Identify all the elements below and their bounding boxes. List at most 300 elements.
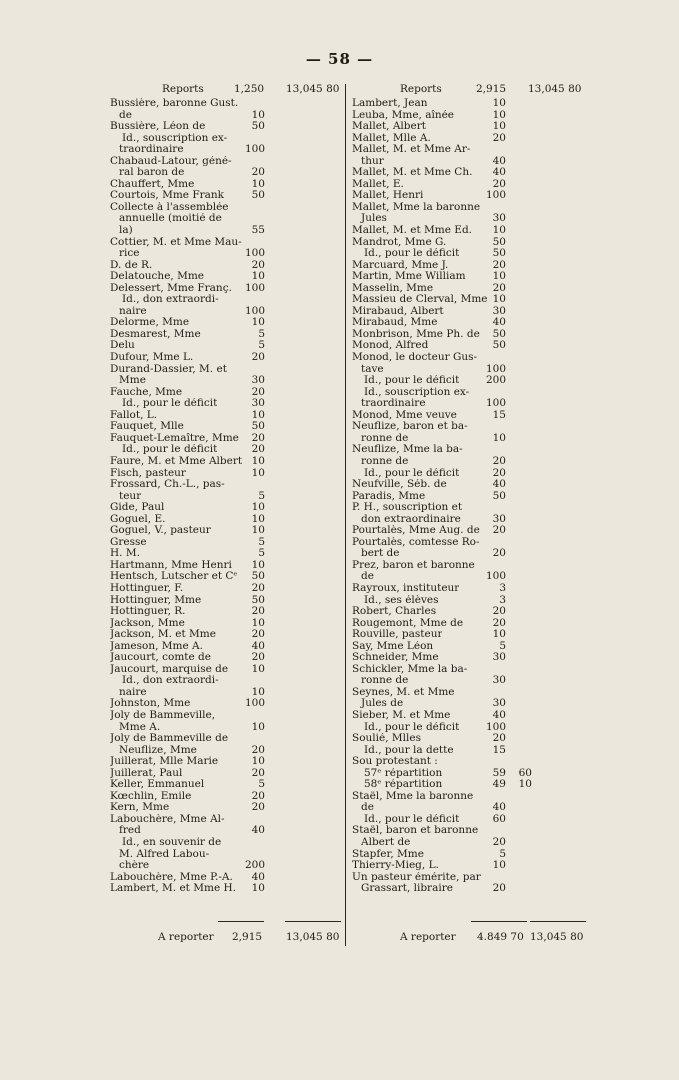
donation-amount: 5	[258, 327, 265, 340]
donation-amount	[225, 294, 342, 306]
list-item	[352, 583, 588, 595]
list-item	[110, 375, 342, 387]
list-item	[110, 687, 342, 699]
donation-amount: 10	[492, 270, 506, 283]
donation-amount: 5	[258, 489, 265, 502]
donor-name: Mirabaud, Albert	[352, 305, 444, 317]
donation-amount: 5	[258, 339, 265, 352]
list-item	[352, 468, 588, 480]
donor-name: traordinaire	[119, 144, 184, 156]
donation-amount: 30	[492, 512, 506, 525]
donation-amount: 40	[251, 870, 265, 883]
list-item	[352, 433, 588, 445]
donation-amount	[225, 479, 342, 491]
donor-name: ral baron de	[119, 167, 185, 179]
donation-amount	[466, 502, 588, 514]
list-item	[110, 606, 342, 618]
donor-name: Dufour, Mme L.	[110, 352, 194, 364]
donor-name: Fauquet-Lemaître, Mme	[110, 432, 239, 444]
donor-name: Mandrot, Mme G.	[352, 236, 447, 248]
donor-name: Sou protestant :	[352, 756, 438, 768]
donor-name: bert de	[361, 548, 400, 560]
donor-name: Juillerat, Paul	[110, 767, 183, 779]
list-item	[110, 179, 342, 191]
donor-name: Say, Mme Léon	[352, 640, 434, 652]
list-item	[110, 849, 342, 861]
donor-name: Neuflize, Mme la ba-	[352, 444, 463, 456]
list-item	[352, 225, 588, 237]
donation-amount: 5	[258, 547, 265, 560]
donation-amount: 10	[251, 408, 265, 421]
list-item	[110, 317, 342, 329]
donor-name: Id., en souvenir de	[122, 837, 222, 848]
donor-name: de	[361, 571, 374, 583]
donor-name: ronne de	[361, 675, 409, 687]
donation-amount: 40	[492, 166, 506, 179]
list-item	[110, 698, 342, 710]
list-item	[110, 271, 342, 283]
donation-amount: 10	[251, 662, 265, 675]
list-item	[352, 525, 588, 537]
donor-name: Durand-Dassier, M. et	[110, 363, 227, 375]
left-footer-total: 13,045 80	[286, 931, 340, 943]
list-item	[110, 190, 342, 202]
right-sum-rule	[471, 921, 527, 922]
list-item	[110, 248, 342, 260]
donation-amount: 50	[251, 120, 265, 133]
donation-amount: 60	[492, 812, 506, 825]
donation-amount: 100	[244, 143, 265, 156]
donor-name: Staël, Mme la baronne	[352, 790, 474, 802]
list-item	[110, 213, 342, 225]
donation-amount: 20	[251, 789, 265, 802]
donation-amount: 59	[492, 766, 506, 779]
donor-name: thur	[361, 155, 384, 167]
list-item	[110, 560, 342, 572]
donor-name: Neufville, Séb. de	[352, 479, 447, 491]
donor-name: tave	[361, 363, 384, 375]
donation-amount: 40	[492, 708, 506, 721]
donor-name: Prez, baron et baronne	[352, 559, 475, 571]
donation-amount: 20	[251, 605, 265, 618]
donor-name: Mallet, Mlle A.	[352, 132, 431, 144]
donation-amount: 15	[492, 408, 506, 421]
list-item	[352, 202, 588, 214]
donation-amount	[225, 710, 342, 722]
donation-amount: 20	[492, 131, 506, 144]
list-item	[352, 768, 588, 780]
donor-name: Collecte à l'assemblée	[110, 201, 229, 213]
donation-amount: 20	[492, 281, 506, 294]
donation-amount: 20	[492, 547, 506, 560]
donation-amount: 200	[485, 374, 506, 387]
list-item	[352, 133, 588, 145]
donor-name: Stapfer, Mme	[352, 848, 424, 860]
donation-amount: 50	[492, 339, 506, 352]
list-item	[110, 329, 342, 341]
donor-name: Gide, Paul	[110, 502, 165, 514]
donation-amount	[238, 98, 342, 110]
donor-name: Grassart, libraire	[361, 883, 453, 895]
donor-name: Mallet, M. et Mme Ar-	[352, 144, 471, 156]
list-item	[110, 260, 342, 272]
donation-amount: 50	[492, 489, 506, 502]
donor-name: Goguel, V., pasteur	[110, 525, 211, 537]
donation-amount: 10	[492, 859, 506, 872]
donor-name: Mme	[119, 375, 146, 387]
donor-name: fred	[119, 825, 141, 837]
list-item	[352, 872, 588, 884]
list-item	[352, 491, 588, 503]
donor-name: Faure, M. et Mme Albert	[110, 455, 243, 467]
list-item	[352, 317, 588, 329]
list-item	[110, 352, 342, 364]
list-item	[352, 352, 588, 364]
donor-name: ronne de	[361, 455, 409, 467]
donor-name: Mallet, M. et Mme Ed.	[352, 225, 473, 237]
list-item	[352, 675, 588, 687]
list-item	[110, 779, 342, 791]
donation-amount: 40	[251, 824, 265, 837]
donor-name: Joly de Bammeville de	[110, 733, 229, 745]
list-item	[110, 306, 342, 318]
donor-name: Id., pour le déficit	[122, 398, 218, 410]
donation-amount: 3	[499, 581, 506, 594]
list-item	[110, 121, 342, 133]
donation-amount: 20	[492, 616, 506, 629]
donation-amount: 10	[251, 316, 265, 329]
donor-name: Kern, Mme	[110, 802, 170, 814]
donation-amount: 10	[251, 501, 265, 514]
donor-name: Labouchère, Mme P.-A.	[110, 871, 233, 883]
donation-amount	[228, 733, 342, 745]
list-item	[110, 756, 342, 768]
donation-amount	[225, 675, 342, 687]
donation-amount	[466, 444, 588, 456]
donor-name: Keller, Emmanuel	[110, 779, 205, 791]
list-item	[110, 225, 342, 237]
donation-amount: 20	[251, 743, 265, 756]
donation-amount: 10	[492, 97, 506, 109]
list-item	[110, 398, 342, 410]
list-item	[110, 537, 342, 549]
donor-name: Id., don extraordi-	[122, 294, 219, 306]
list-item	[110, 502, 342, 514]
donor-name: Monbrison, Mme Ph. de	[352, 328, 480, 340]
donor-name: Kœchlin, Emile	[110, 790, 192, 802]
donor-name: Bussière, baronne Gust.	[110, 98, 239, 109]
list-item	[110, 675, 342, 687]
donation-amount: 20	[251, 651, 265, 664]
list-item	[110, 364, 342, 376]
donation-amount: 100	[244, 281, 265, 294]
donation-amount: 20	[251, 628, 265, 641]
donor-name: Id., pour le déficit	[122, 444, 218, 456]
list-item	[110, 525, 342, 537]
left-sum-rule	[218, 921, 264, 922]
donation-amount: 10	[251, 177, 265, 190]
donation-amount: 10	[251, 270, 265, 283]
donation-amount: 30	[492, 697, 506, 710]
donation-amount: 20	[492, 605, 506, 618]
donor-name: Chauffert, Mme	[110, 178, 195, 190]
donor-name: Jules de	[361, 698, 404, 710]
list-item	[352, 364, 588, 376]
list-item	[352, 271, 588, 283]
donor-name: Masselin, Mme	[352, 282, 434, 294]
donation-amount: 40	[251, 639, 265, 652]
donor-name: Frossard, Ch.-L., pas-	[110, 479, 225, 491]
donor-name: Hentsch, Lutscher et Cᵉ	[110, 571, 238, 583]
donation-amount: 20	[492, 882, 506, 895]
donation-amount: 40	[492, 478, 506, 491]
donor-name: Neuflize, Mme	[119, 744, 197, 756]
list-item	[352, 248, 588, 260]
list-item	[110, 444, 342, 456]
list-item	[110, 468, 342, 480]
list-item	[110, 514, 342, 526]
donor-name: Monod, Alfred	[352, 340, 429, 352]
list-item	[352, 514, 588, 526]
list-item	[352, 98, 588, 110]
donation-amount: 10	[492, 628, 506, 641]
list-item	[110, 883, 342, 895]
list-item	[352, 687, 588, 699]
donor-name: Id., souscription ex-	[364, 386, 470, 398]
donor-name: Jaucourt, comte de	[110, 652, 211, 664]
donor-name: Pourtalès, comtesse Ro-	[352, 536, 480, 548]
list-item	[110, 144, 342, 156]
donor-name: chère	[119, 860, 150, 872]
donor-name: Fauche, Mme	[110, 386, 183, 398]
list-item	[110, 583, 342, 595]
list-item	[352, 756, 588, 768]
right-total-rule	[530, 921, 586, 922]
list-item	[110, 491, 342, 503]
list-item	[352, 421, 588, 433]
list-item	[352, 237, 588, 249]
list-item	[352, 618, 588, 630]
donor-name: Jameson, Mme A.	[110, 640, 203, 652]
donor-name: Soulié, Mlles	[352, 733, 421, 745]
list-item	[352, 814, 588, 826]
donor-name: Schickler, Mme la ba-	[352, 663, 468, 675]
list-item	[110, 814, 342, 826]
donation-amount: 20	[492, 258, 506, 271]
donor-name: D. de R.	[110, 259, 153, 271]
left-header-total: 13,045 80	[286, 83, 340, 95]
donor-name: Lambert, Jean	[352, 98, 428, 109]
donation-amount: 20	[492, 836, 506, 848]
donor-name: traordinaire	[361, 398, 426, 410]
donor-name: Cottier, M. et Mme Mau-	[110, 236, 242, 248]
donor-name: Neuflize, baron et ba-	[352, 421, 468, 433]
donor-name: Id., souscription ex-	[122, 132, 228, 144]
list-item	[352, 398, 588, 410]
donation-amount	[466, 687, 588, 699]
donor-name: Id., pour le déficit	[364, 721, 460, 733]
donor-name: Hartmann, Mme Henri	[110, 559, 232, 571]
left-header-sum: 1,250	[234, 83, 265, 95]
donation-amount: 55	[251, 224, 265, 237]
donation-amount: 10	[492, 120, 506, 133]
donor-name: Thierry-Mieg, L.	[352, 860, 439, 872]
donation-amount: 20	[251, 166, 265, 179]
donation-amount: 30	[251, 374, 265, 387]
donor-name: Marcuard, Mme J.	[352, 259, 449, 271]
donor-name: de	[119, 109, 132, 121]
donation-amount: 40	[492, 801, 506, 814]
right-header-total: 13,045 80	[528, 83, 582, 95]
list-item	[110, 433, 342, 445]
donor-name: Delessert, Mme Franç.	[110, 282, 232, 294]
donation-amount: 30	[492, 651, 506, 664]
donor-name: Goguel, E.	[110, 513, 166, 525]
list-item	[110, 722, 342, 734]
donor-name: Desmarest, Mme	[110, 328, 201, 340]
list-item	[110, 595, 342, 607]
list-item	[352, 213, 588, 225]
donation-amount: 50	[492, 247, 506, 260]
list-item	[110, 629, 342, 641]
donation-amount: 10	[492, 224, 506, 237]
list-item	[352, 167, 588, 179]
donation-cents: 10	[518, 778, 532, 791]
donor-name: Chabaud-Latour, géné-	[110, 155, 232, 167]
list-item	[110, 387, 342, 399]
list-item	[352, 860, 588, 872]
list-item	[110, 479, 342, 491]
list-item	[110, 410, 342, 422]
donation-amount: 20	[492, 524, 506, 537]
left-footer-label: A reporter	[158, 931, 214, 943]
list-item	[110, 202, 342, 214]
list-item	[352, 629, 588, 641]
donor-name: Jackson, M. et Mme	[110, 629, 216, 641]
donor-name: de	[361, 802, 374, 814]
donor-name: Leuba, Mme, aînée	[352, 109, 455, 121]
donation-amount: 10	[251, 524, 265, 537]
donation-amount: 100	[485, 570, 506, 583]
donor-name: don extraordinaire	[361, 513, 461, 525]
right-header-label: Reports	[400, 83, 442, 95]
list-item	[352, 190, 588, 202]
donation-amount	[225, 814, 342, 826]
list-item	[352, 144, 588, 156]
donation-amount: 100	[244, 247, 265, 260]
donor-name: Fallot, L.	[110, 409, 158, 421]
donation-amount: 50	[251, 593, 265, 606]
donation-amount: 10	[251, 466, 265, 479]
donation-amount: 100	[244, 304, 265, 317]
donor-name: Joly de Bammeville,	[110, 709, 216, 721]
donation-amount: 30	[251, 397, 265, 410]
donation-amount: 20	[492, 454, 506, 467]
donor-name: Seynes, M. et Mme	[352, 686, 455, 698]
donation-amount: 100	[244, 697, 265, 710]
donor-name: Jackson, Mme	[110, 617, 185, 629]
list-item	[352, 110, 588, 122]
donor-name: Id., pour le déficit	[364, 467, 460, 479]
list-item	[110, 652, 342, 664]
donation-amount: 100	[485, 189, 506, 202]
donor-name: Id., pour le déficit	[364, 248, 460, 260]
list-item	[110, 768, 342, 780]
list-item	[110, 641, 342, 653]
list-item	[352, 722, 588, 734]
list-item	[352, 652, 588, 664]
donor-name: M. Alfred Labou-	[119, 848, 210, 860]
list-item	[352, 571, 588, 583]
donation-amount	[477, 352, 588, 364]
donation-amount: 20	[251, 258, 265, 271]
donor-name: Paradis, Mme	[352, 490, 426, 502]
list-item	[352, 502, 588, 514]
donation-amount: 40	[492, 316, 506, 329]
donor-name: Robert, Charles	[352, 606, 437, 618]
donation-amount	[467, 664, 588, 676]
list-item	[110, 156, 342, 168]
donor-name: Mallet, Albert	[352, 121, 426, 133]
left-footer-sum: 2,915	[232, 931, 263, 943]
list-item	[352, 825, 588, 837]
column-divider	[345, 84, 346, 946]
donor-name: Mallet, M. et Mme Ch.	[352, 167, 473, 179]
right-footer-total: 13,045 80	[530, 931, 584, 943]
list-item	[352, 410, 588, 422]
donation-amount: 30	[492, 212, 506, 225]
list-item	[110, 825, 342, 837]
right-header-sum: 2,915	[476, 83, 507, 95]
donor-name: Id., pour la dette	[364, 744, 454, 756]
list-item	[352, 791, 588, 803]
donation-amount: 10	[492, 293, 506, 306]
list-item	[352, 837, 588, 849]
donor-name: Rayroux, instituteur	[352, 582, 460, 594]
right-footer-sum: 4.849 70	[477, 931, 524, 943]
donor-name: Mallet, E.	[352, 178, 404, 190]
donation-amount: 5	[258, 535, 265, 548]
donor-name: Mallet, Mme la baronne	[352, 201, 481, 213]
donor-name: Pourtalès, Mme Aug. de	[352, 525, 480, 537]
list-item	[110, 837, 342, 849]
list-item	[352, 179, 588, 191]
donor-name: ronne de	[361, 432, 409, 444]
donor-name: Un pasteur émérite, par	[352, 871, 481, 883]
list-item	[352, 698, 588, 710]
donor-name: Johnston, Mme	[110, 698, 191, 710]
list-item	[352, 548, 588, 560]
donation-amount	[225, 849, 342, 861]
donor-name: Gresse	[110, 536, 147, 548]
donation-amount: 5	[499, 847, 506, 860]
list-item	[352, 340, 588, 352]
donor-name: Delatouche, Mme	[110, 271, 205, 283]
donor-name: Mirabaud, Mme	[352, 317, 438, 329]
donation-amount: 30	[492, 304, 506, 317]
donation-amount	[227, 364, 342, 376]
donation-amount: 49	[492, 778, 506, 791]
list-item	[110, 860, 342, 872]
donor-name: la)	[119, 225, 133, 237]
left-header-label: Reports	[162, 83, 204, 95]
list-item	[110, 745, 342, 757]
donor-name: Rouville, pasteur	[352, 629, 443, 641]
donor-name: Fisch, pasteur	[110, 467, 186, 479]
donor-name: annuelle (moitié de	[119, 213, 222, 225]
donor-name: Id., don extraordi-	[122, 675, 219, 687]
donation-amount: 5	[499, 639, 506, 652]
